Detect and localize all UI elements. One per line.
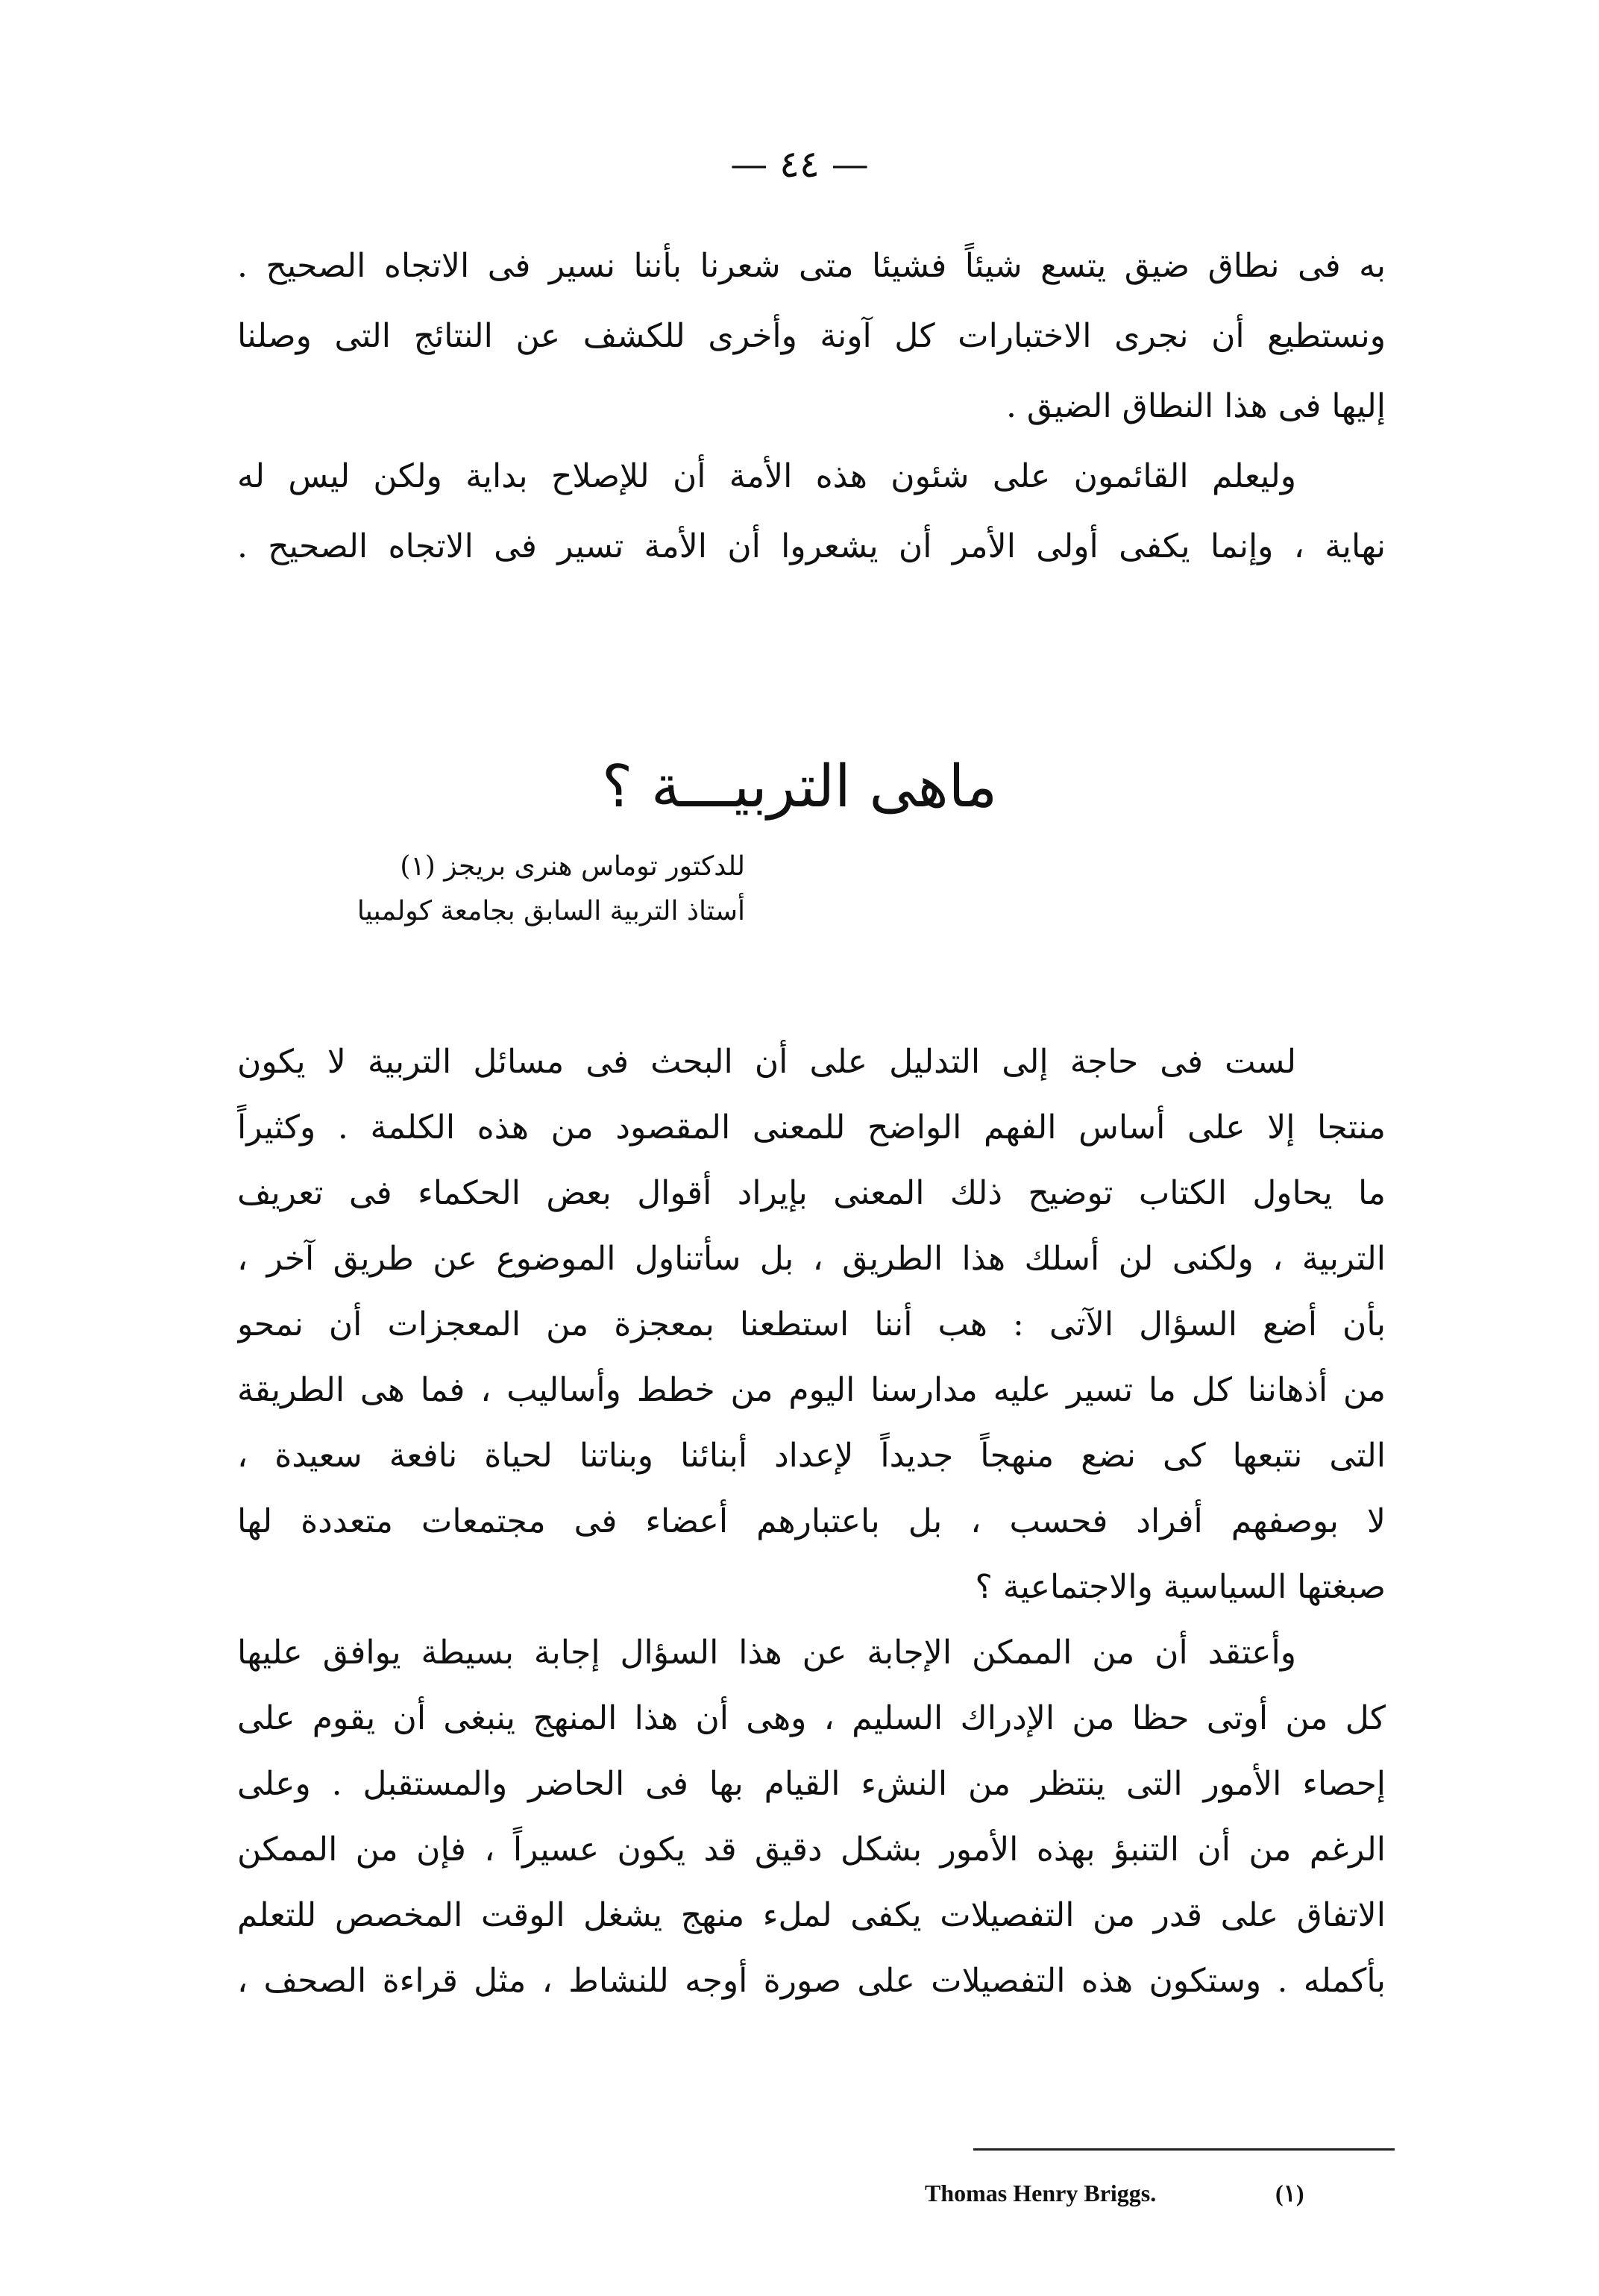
- text-line: ونستطيع أن نجرى الاختبارات كل آونة وأخرى للكشف عن النتائج التى وصلنا: [237, 317, 1386, 355]
- text-line: من أذهاننا كل ما تسير عليه مدارسنا اليوم من خطط وأساليب ، فما هى الطريقة: [237, 1371, 1386, 1409]
- footnote-divider: [973, 2148, 1395, 2151]
- footnote: [925, 2174, 1335, 2212]
- article-author: للدكتور توماس هنرى بريجز (١): [400, 851, 745, 882]
- text-line: وليعلم القائمون على شئون هذه الأمة أن للإصلاح بداية ولكن ليس له: [237, 457, 1296, 495]
- intro-paragraphs: [237, 231, 1386, 582]
- text-line: لست فى حاجة إلى التدليل على أن البحث فى مسائل التربية لا يكون: [237, 1043, 1296, 1081]
- article-title: ماهى التربيـــة ؟: [601, 753, 998, 821]
- text-line: صبغتها السياسية والاجتماعية ؟: [975, 1568, 1386, 1606]
- footnote-text: Thomas Henry Briggs.: [925, 2180, 1157, 2206]
- text-line: بأكمله . وستكون هذه التفصيلات على صورة أوجه للنشاط ، مثل قراءة الصحف ،: [237, 1962, 1386, 2000]
- text-line: وأعتقد أن من الممكن الإجابة عن هذا السؤال إجابة بسيطة يوافق عليها: [237, 1634, 1296, 1672]
- footnote-marker: (١): [1275, 2180, 1304, 2206]
- text-line: الرغم من أن التنبؤ بهذه الأمور بشكل دقيق قد يكون عسيراً ، فإن من الممكن: [237, 1831, 1386, 1869]
- page-number: — ٤٤ —: [730, 142, 869, 186]
- text-line: التربية ، ولكنى لن أسلك هذا الطريق ، بل سأتناول الموضوع عن طريق آخر ،: [237, 1240, 1386, 1278]
- text-line: به فى نطاق ضيق يتسع شيئاً فشيئا متى شعرنا بأننا نسير فى الاتجاه الصحيح .: [237, 247, 1386, 285]
- text-line: إليها فى هذا النطاق الضيق .: [1005, 387, 1386, 425]
- text-line: التى نتبعها كى نضع منهجاً جديداً لإعداد أبنائنا وبناتنا لحياة نافعة سعيدة ،: [237, 1437, 1386, 1475]
- article-author-title: أستاذ التربية السابق بجامعة كولمبيا: [356, 896, 745, 926]
- text-line: كل من أوتى حظا من الإدراك السليم ، وهى أن هذا المنهج ينبغى أن يقوم على: [237, 1699, 1386, 1737]
- text-line: الاتفاق على قدر من التفصيلات يكفى لملء منهج يشغل الوقت المخصص للتعلم: [237, 1896, 1386, 1934]
- text-line: إحصاء الأمور التى ينتظر من النشء القيام بها فى الحاضر والمستقبل . وعلى: [237, 1765, 1386, 1803]
- text-line: لا بوصفهم أفراد فحسب ، بل باعتبارهم أعضاء فى مجتمعات متعددة لها: [237, 1502, 1386, 1540]
- text-line: نهاية ، وإنما يكفى أولى الأمر أن يشعروا أن الأمة تسير فى الاتجاه الصحيح .: [237, 527, 1386, 565]
- text-line: بأن أضع السؤال الآتى : هب أننا استطعنا بمعجزة من المعجزات أن نمحو: [237, 1305, 1386, 1343]
- text-line: منتجا إلا على أساس الفهم الواضح للمعنى المقصود من هذه الكلمة . وكثيراً: [237, 1108, 1386, 1147]
- text-line: ما يحاول الكتاب توضيح ذلك المعنى بإيراد أقوال بعض الحكماء فى تعريف: [237, 1174, 1386, 1212]
- article-body: [237, 1029, 1386, 2014]
